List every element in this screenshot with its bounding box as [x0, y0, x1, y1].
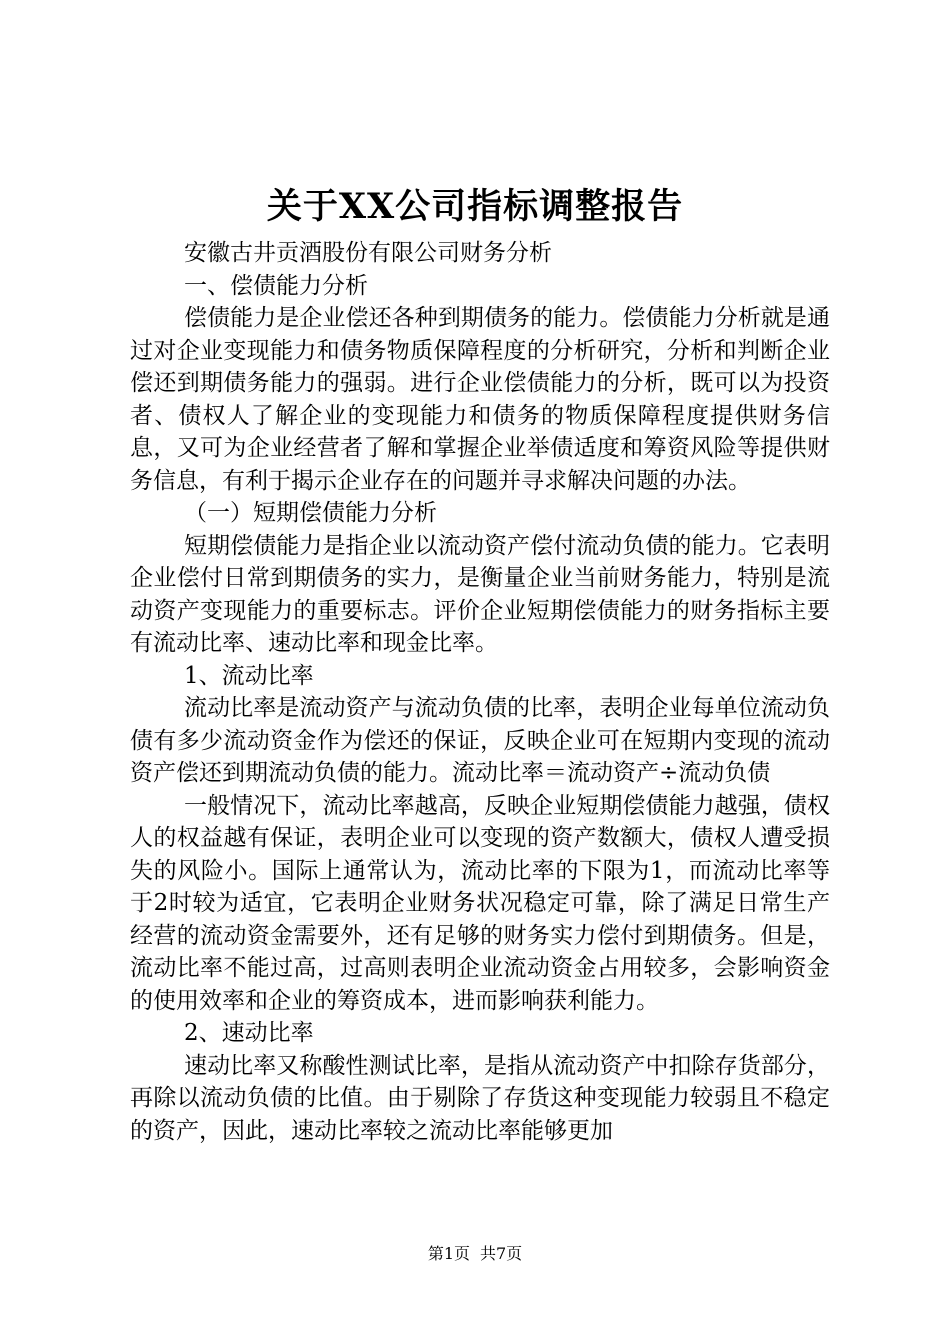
- subsection-heading-short-term: （一）短期偿债能力分析: [184, 500, 437, 526]
- page-footer: [0, 1243, 950, 1265]
- paragraph-solvency-intro: 偿债能力是企业偿还各种到期债务的能力。偿债能力分析就是通过对企业变现能力和债务物质保障程度的分析研究，分析和判断企业偿还到期债务能力的强弱。进行企业偿债能力的分析，既可以为投资者、债权人了解企业的变现能力和债务的物质保障程度提供财务信息，又可为企业经营者了解和掌握企业举债适度和筹资风险等提供财务信息，有利于揭示企业存在的问题并寻求解决问题的办法。: [130, 305, 830, 494]
- page-number: 第1页: [427, 1244, 470, 1263]
- company-subtitle: 安徽古井贡酒股份有限公司财务分析: [184, 240, 552, 266]
- document-title: 关于XX公司指标调整报告: [266, 186, 684, 227]
- item-heading-current-ratio: 1、流动比率: [184, 662, 314, 689]
- paragraph-current-ratio-definition: 流动比率是流动资产与流动负债的比率，表明企业每单位流动负债有多少流动资金作为偿还的保证，反映企业可在短期内变现的流动资产偿还到期流动负债的能力。流动比率＝流动资产÷流动负债: [130, 695, 830, 786]
- paragraph-quick-ratio-definition: 速动比率又称酸性测试比率，是指从流动资产中扣除存货部分，再除以流动负债的比值。由于剔除了存货这种变现能力较弱且不稳定的资产，因此，速动比率较之流动比率能够更加: [130, 1052, 830, 1144]
- paragraph-short-term-intro: 短期偿债能力是指企业以流动资产偿付流动负债的能力。它表明企业偿付日常到期债务的实力，是衡量企业当前财务能力，特别是流动资产变现能力的重要标志。评价企业短期偿债能力的财务指标主要有流动比率、速动比率和现金比率。: [130, 532, 830, 656]
- paragraph-current-ratio-analysis: 一般情况下，流动比率越高，反映企业短期偿债能力越强，债权人的权益越有保证，表明企业可以变现的资产数额大，债权人遭受损失的风险小。国际上通常认为，流动比率的下限为1，而流动比率等于2时较为适宜，它表明企业财务状况稳定可靠，除了满足日常生产经营的流动资金需要外，还有足够的财务实力偿付到期债务。但是，流动比率不能过高，过高则表明企业流动资金占用较多，会影响资金的使用效率和企业的筹资成本，进而影响获利能力。: [130, 792, 830, 1014]
- section-heading-solvency: 一、偿债能力分析: [184, 272, 368, 299]
- document-body: [130, 237, 830, 1147]
- item-heading-quick-ratio: 2、速动比率: [184, 1020, 314, 1046]
- page-total: 共7页: [480, 1244, 523, 1263]
